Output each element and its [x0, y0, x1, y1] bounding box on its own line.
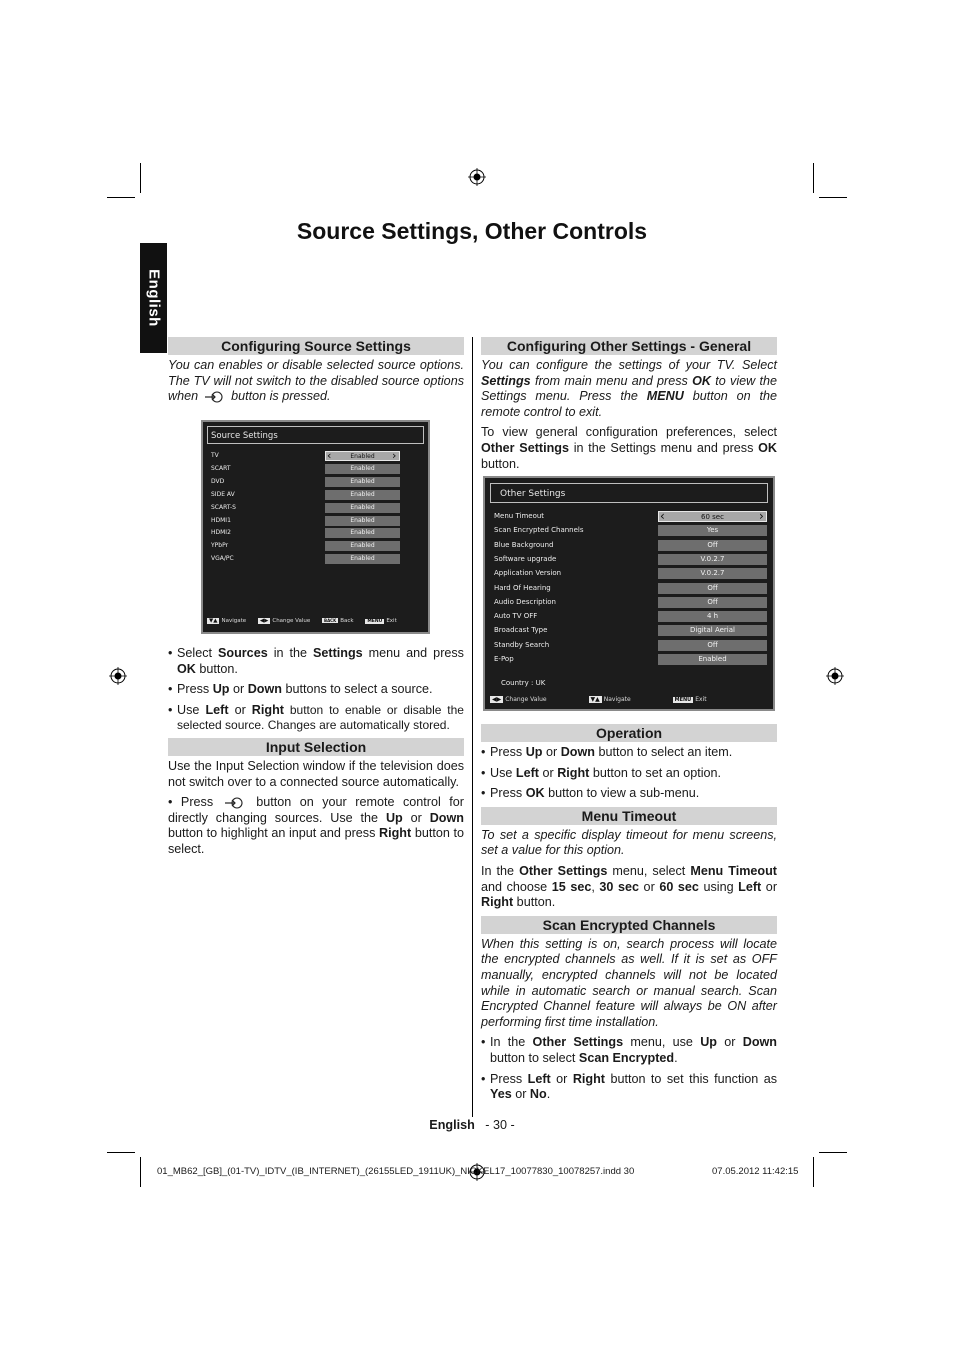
- menu-timeout-text: In the Other Settings menu, select Menu Timeout and choose 15 sec, 30 sec or 60 sec using Left or Right button.: [481, 863, 778, 910]
- crop-mark: [140, 163, 141, 193]
- footer-exit: Exit: [695, 696, 707, 703]
- left-column-lower: [168, 646, 464, 863]
- language-tab-label: English: [145, 269, 162, 327]
- menu-row-value[interactable]: Enabled: [658, 654, 767, 665]
- menu-row-label: Auto TV OFF: [494, 612, 538, 621]
- menu-timeout-intro: To set a specific display timeout for menu screens, set a value for this option.: [481, 827, 777, 858]
- section-heading: Configuring Other Settings - General: [481, 337, 777, 355]
- menu-row-label: SCART: [211, 464, 231, 472]
- registration-mark-icon: [109, 667, 127, 685]
- intro-text: You can enables or disable selected source options. The TV will not switch to the disabled source options when: [168, 358, 464, 404]
- other-settings-text: To view general configuration preferences, select Other Settings in the Settings menu and press OK button.: [481, 425, 777, 471]
- print-date: 07.05.2012 11:42:15: [712, 1166, 799, 1177]
- menu-row-value[interactable]: Off: [658, 597, 767, 608]
- menu-row-value[interactable]: 60 sec: [658, 511, 767, 522]
- section-heading: Scan Encrypted Channels: [481, 916, 777, 934]
- screen-footer: [207, 618, 397, 624]
- page-footer: [0, 1118, 944, 1132]
- column-divider: [472, 337, 473, 1117]
- footer-change: Change Value: [505, 696, 547, 703]
- source-settings-screen: [201, 420, 430, 634]
- menu-row-label: Scan Encrypted Channels: [494, 526, 584, 535]
- menu-row-value[interactable]: Enabled: [325, 516, 400, 526]
- menu-row-value[interactable]: Enabled: [325, 503, 400, 513]
- page-number: - 30 -: [485, 1118, 515, 1132]
- footer-navigate: Navigate: [603, 696, 631, 703]
- footer-navigate: Navigate: [221, 618, 247, 624]
- left-right-key-icon: ◀▶: [259, 618, 269, 624]
- menu-row-value[interactable]: Enabled: [325, 554, 400, 564]
- bullet-item: • Select Sources in the Settings menu and press OK button.: [168, 646, 464, 677]
- menu-key-icon: MENU: [674, 697, 692, 703]
- registration-mark-icon: [826, 667, 844, 685]
- screen-title: [207, 426, 424, 444]
- right-column-lower: [481, 724, 777, 1108]
- screen-title-text: Other Settings: [500, 489, 566, 499]
- menu-row-label: SIDE AV: [211, 490, 235, 498]
- menu-row-label: E-Pop: [494, 655, 514, 663]
- menu-row-label: TV: [211, 452, 219, 459]
- menu-row-value[interactable]: Off: [658, 583, 767, 594]
- left-column: [168, 337, 464, 405]
- bullet-item: • Use Left or Right button to enable or disable the selected source. Changes are automatically stored.: [168, 703, 464, 734]
- left-right-key-icon: ◀▶: [492, 696, 502, 703]
- section-heading: Input Selection: [168, 738, 464, 756]
- menu-row-label: VGA/PC: [211, 555, 234, 563]
- screen-title: [490, 483, 768, 503]
- bullet-item: • In the Other Settings menu, use Up or Down button to select Scan Encrypted.: [481, 1035, 777, 1066]
- input-selection-bullet: • Press button on your remote control for directly changing sources. Use the Up or Down button to highlight an input and press Right button to select.: [168, 795, 465, 856]
- menu-row-value[interactable]: Enabled: [325, 541, 400, 551]
- arrow-right-icon[interactable]: ›: [392, 449, 397, 462]
- menu-row-value[interactable]: Yes: [658, 525, 767, 536]
- arrow-right-icon[interactable]: ›: [759, 509, 764, 523]
- crop-mark: [813, 1157, 814, 1187]
- section-heading: Menu Timeout: [481, 807, 777, 825]
- footer-change: Change Value: [272, 618, 311, 624]
- up-down-key-icon: ▼▲: [590, 696, 600, 703]
- menu-row-value[interactable]: Enabled: [325, 490, 400, 500]
- menu-row-value[interactable]: Digital Aerial: [658, 625, 767, 636]
- menu-row-label: DVD: [211, 477, 225, 485]
- crop-mark: [107, 197, 135, 198]
- scan-encrypted-intro: When this setting is on, search process will locate the encrypted channels as well. If it is set as OFF manually, encrypted channels will not be located while in automatic search or manual search. Scan Encrypted Channel feature will always be ON after performing first time installation.: [481, 936, 777, 1029]
- country-label: Country : UK: [501, 679, 546, 687]
- registration-mark-icon: [468, 168, 486, 186]
- footer-exit: Exit: [386, 618, 397, 624]
- screen-title-text: Source Settings: [211, 431, 278, 441]
- page-title: Source Settings, Other Controls: [296, 218, 648, 244]
- menu-row-label: HDMI1: [211, 516, 231, 524]
- arrow-left-icon[interactable]: ‹: [327, 449, 332, 462]
- menu-row-label: Audio Description: [494, 597, 556, 606]
- footer-language: English: [429, 1118, 475, 1132]
- menu-row-value[interactable]: 4 h: [658, 611, 767, 622]
- menu-row-value[interactable]: Enabled: [325, 477, 400, 487]
- bullet-item: • Press Up or Down buttons to select a source.: [168, 682, 464, 698]
- section-heading: Configuring Source Settings: [168, 337, 464, 355]
- menu-row-label: Broadcast Type: [494, 626, 548, 635]
- footer-back: Back: [340, 618, 354, 624]
- back-key-icon: BACK: [324, 618, 337, 623]
- source-input-icon: [225, 797, 245, 809]
- menu-row-value[interactable]: V.0.2.7: [658, 568, 767, 579]
- file-info: 01_MB62_[GB]_(01-TV)_IDTV_(IB_INTERNET)_(26155LED_1911UK)_NICKEL17_10077830_10078257.indd 30: [157, 1166, 635, 1177]
- arrow-left-icon[interactable]: ‹: [660, 509, 665, 523]
- menu-row-label: Blue Background: [494, 540, 554, 549]
- bullet-item: • Press OK button to view a sub-menu.: [481, 786, 777, 802]
- crop-mark: [819, 197, 847, 198]
- menu-row-label: SCART-S: [211, 503, 236, 511]
- menu-row-label: Hard Of Hearing: [494, 583, 551, 592]
- section-heading: Operation: [481, 724, 777, 742]
- crop-mark: [819, 1152, 847, 1153]
- menu-row-value[interactable]: Off: [658, 540, 767, 551]
- screen-footer: [490, 696, 707, 703]
- menu-row-value[interactable]: Enabled: [325, 451, 400, 461]
- menu-key-icon: MENU: [367, 619, 383, 624]
- source-input-icon: [205, 391, 225, 403]
- crop-mark: [813, 163, 814, 193]
- menu-row-label: YPbPr: [211, 542, 229, 550]
- language-tab: [140, 243, 167, 353]
- input-selection-text: Use the Input Selection window if the television does not switch over to a connected source automatically.: [168, 758, 464, 789]
- intro-text-end: button is pressed.: [231, 389, 331, 404]
- bullet-item: • Use Left or Right button to set an option.: [481, 766, 777, 782]
- right-column: [481, 337, 777, 477]
- menu-row-value[interactable]: Enabled: [325, 464, 400, 474]
- menu-row-label: Menu Timeout: [494, 512, 545, 520]
- crop-mark: [107, 1152, 135, 1153]
- bullet-item: • Press Up or Down button to select an item.: [481, 745, 777, 761]
- menu-row-label: Standby Search: [494, 640, 550, 649]
- other-settings-intro: You can configure the settings of your TV. Select Settings from main menu and press OK to view the Settings menu. Press the MENU button on the remote control to exit.: [481, 358, 777, 419]
- menu-row-value[interactable]: V.0.2.7: [658, 554, 767, 565]
- menu-row-label: Software upgrade: [494, 554, 557, 563]
- source-intro: [168, 358, 464, 405]
- bullet-item: • Press Left or Right button to set this function as Yes or No.: [481, 1072, 777, 1103]
- menu-row-value[interactable]: Off: [658, 640, 767, 651]
- other-settings-screen: [483, 476, 775, 711]
- menu-row-value[interactable]: Enabled: [325, 528, 400, 538]
- crop-mark: [140, 1157, 141, 1187]
- up-down-key-icon: ▼▲: [209, 618, 218, 624]
- menu-row-label: HDMI2: [211, 529, 231, 537]
- menu-row-label: Application Version: [494, 569, 562, 578]
